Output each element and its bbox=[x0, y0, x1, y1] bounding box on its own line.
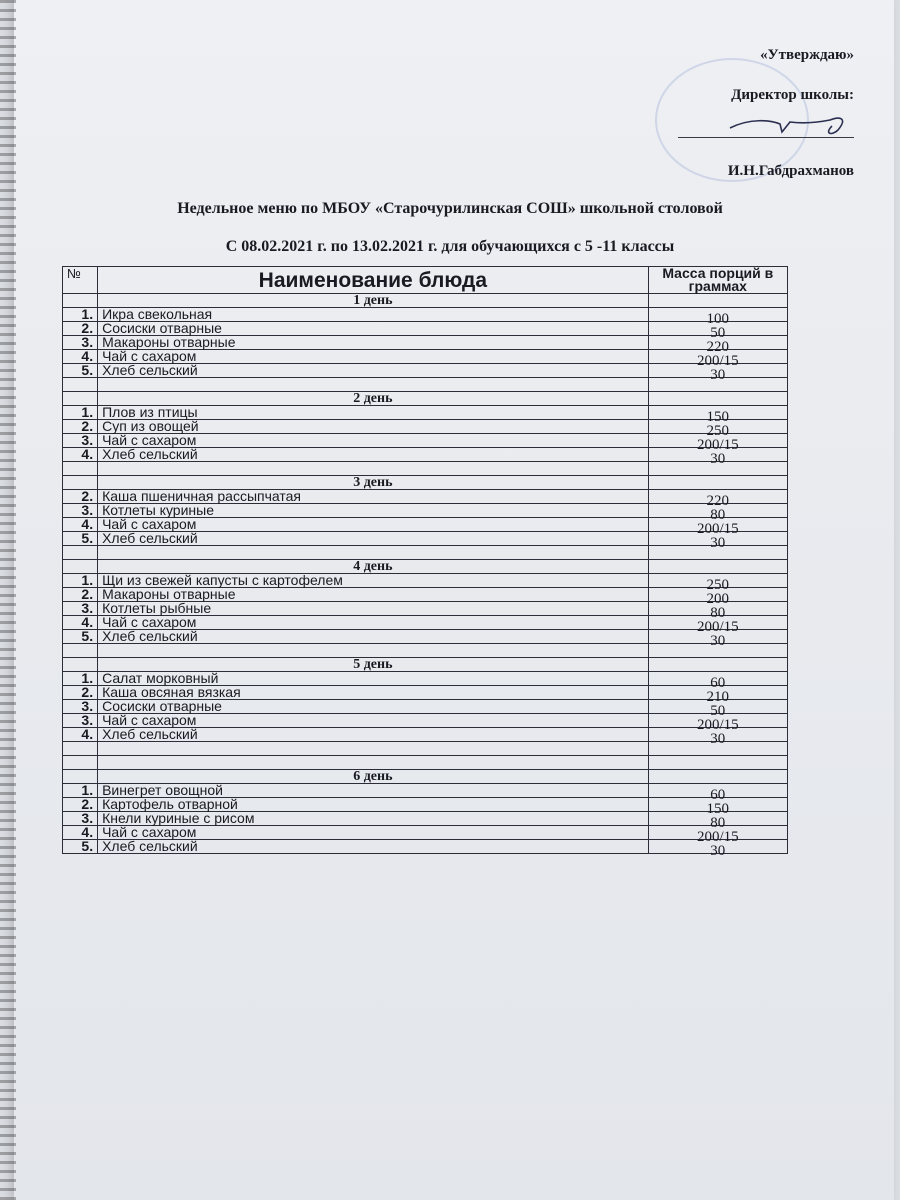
blank-row bbox=[63, 742, 788, 756]
item-number: 1. bbox=[63, 308, 98, 322]
portion-mass-cell bbox=[648, 420, 787, 439]
portion-mass-cell bbox=[648, 434, 787, 453]
item-number: 5. bbox=[63, 630, 98, 644]
portion-mass-cell bbox=[648, 518, 787, 537]
day-mass-cell bbox=[648, 770, 787, 784]
portion-mass-cell bbox=[648, 490, 787, 509]
dish-name: Хлеб сельский bbox=[98, 728, 649, 742]
dish-name: Хлеб сельский bbox=[98, 532, 649, 546]
blank-cell bbox=[648, 644, 787, 658]
blank-cell bbox=[98, 378, 649, 392]
dish-name: Сосиски отварные bbox=[98, 322, 649, 336]
dish-name: Котлеты рыбные bbox=[98, 602, 649, 616]
item-number: 3. bbox=[63, 602, 98, 616]
header-number: № bbox=[63, 267, 98, 294]
portion-mass-cell bbox=[648, 602, 787, 621]
day-mass-cell bbox=[648, 294, 787, 308]
dish-name: Щи из свежей капусты с картофелем bbox=[98, 574, 649, 588]
portion-mass: 30 bbox=[710, 367, 726, 383]
portion-mass: 250 bbox=[706, 577, 730, 593]
item-number: 4. bbox=[63, 826, 98, 840]
portion-mass-cell bbox=[648, 728, 787, 747]
item-number: 1. bbox=[63, 574, 98, 588]
dish-name: Икра свекольная bbox=[98, 308, 649, 322]
approve-label: «Утверждаю» bbox=[760, 47, 854, 63]
dish-name: Чай с сахаром bbox=[98, 434, 649, 448]
portion-mass-cell bbox=[648, 336, 787, 355]
portion-mass-cell bbox=[648, 812, 787, 831]
portion-mass-cell bbox=[648, 532, 787, 551]
portion-mass: 200/15 bbox=[696, 353, 739, 369]
portion-mass: 60 bbox=[710, 787, 726, 803]
scan-edge-marks bbox=[0, 0, 16, 1200]
item-number: 2. bbox=[63, 490, 98, 504]
portion-mass: 100 bbox=[706, 311, 730, 327]
menu-table-body bbox=[63, 293, 788, 859]
portion-mass: 200 bbox=[706, 591, 730, 607]
item-number: 1. bbox=[63, 784, 98, 798]
portion-mass-cell bbox=[648, 714, 787, 733]
blank-cell bbox=[63, 644, 98, 658]
portion-mass: 30 bbox=[710, 633, 726, 649]
blank-cell bbox=[648, 742, 787, 756]
portion-mass-cell bbox=[648, 504, 787, 523]
portion-mass: 30 bbox=[710, 843, 726, 859]
blank-cell bbox=[98, 644, 649, 658]
portion-mass-cell bbox=[648, 574, 787, 593]
blank-row bbox=[63, 378, 788, 392]
dish-name: Макароны отварные bbox=[98, 336, 649, 350]
day-label: 5 день bbox=[98, 658, 649, 672]
portion-mass-cell bbox=[648, 700, 787, 719]
blank-cell bbox=[648, 378, 787, 392]
dish-name: Макароны отварные bbox=[98, 588, 649, 602]
portion-mass-cell bbox=[648, 448, 787, 467]
item-number: 3. bbox=[63, 434, 98, 448]
dish-name: Чай с сахаром bbox=[98, 826, 649, 840]
item-number: 3. bbox=[63, 700, 98, 714]
dish-name: Хлеб сельский bbox=[98, 448, 649, 462]
day-mass-cell bbox=[648, 560, 787, 574]
item-number: 2. bbox=[63, 588, 98, 602]
dish-name: Чай с сахаром bbox=[98, 350, 649, 364]
portion-mass-cell bbox=[648, 630, 787, 649]
item-number: 2. bbox=[63, 798, 98, 812]
portion-mass-cell bbox=[648, 798, 787, 817]
item-number: 1. bbox=[63, 672, 98, 686]
portion-mass: 250 bbox=[706, 423, 730, 439]
menu-title: Недельное меню по МБОУ «Старочурилинская СОШ» школьной столовой bbox=[177, 200, 723, 217]
day-label: 2 день bbox=[98, 392, 649, 406]
item-number: 4. bbox=[63, 350, 98, 364]
portion-mass: 80 bbox=[710, 815, 726, 831]
blank-cell bbox=[63, 742, 98, 756]
portion-mass: 80 bbox=[710, 507, 726, 523]
item-number: 4. bbox=[63, 728, 98, 742]
portion-mass: 50 bbox=[710, 325, 726, 341]
portion-mass-cell bbox=[648, 840, 787, 859]
blank-cell bbox=[98, 462, 649, 476]
item-number: 2. bbox=[63, 686, 98, 700]
item-number: 5. bbox=[63, 364, 98, 378]
item-number: 3. bbox=[63, 336, 98, 350]
blank-row bbox=[63, 644, 788, 658]
day-label: 3 день bbox=[98, 476, 649, 490]
blank-cell bbox=[98, 742, 649, 756]
portion-mass-cell bbox=[648, 364, 787, 383]
portion-mass: 220 bbox=[706, 493, 730, 509]
table-row bbox=[63, 728, 788, 742]
dish-name: Винегрет овощной bbox=[98, 784, 649, 798]
blank-cell bbox=[98, 546, 649, 560]
blank-cell bbox=[648, 462, 787, 476]
dish-name: Салат морковный bbox=[98, 672, 649, 686]
portion-mass: 30 bbox=[710, 535, 726, 551]
blank-cell bbox=[648, 756, 787, 770]
day-label: 6 день bbox=[98, 770, 649, 784]
dish-name: Котлеты куриные bbox=[98, 504, 649, 518]
dish-name: Каша пшеничная рассыпчатая bbox=[98, 490, 649, 504]
dish-name: Чай с сахаром bbox=[98, 714, 649, 728]
portion-mass: 80 bbox=[710, 605, 726, 621]
portion-mass: 150 bbox=[706, 409, 730, 425]
portion-mass: 60 bbox=[710, 675, 726, 691]
item-number: 3. bbox=[63, 714, 98, 728]
portion-mass: 50 bbox=[710, 703, 726, 719]
day-label: 1 день bbox=[98, 294, 649, 308]
director-name: И.Н.Габдрахманов bbox=[727, 163, 854, 179]
item-number: 3. bbox=[63, 812, 98, 826]
day-mass-cell bbox=[648, 658, 787, 672]
portion-mass: 200/15 bbox=[696, 717, 739, 733]
blank-cell bbox=[63, 378, 98, 392]
portion-mass-cell bbox=[648, 616, 787, 635]
dish-name: Чай с сахаром bbox=[98, 616, 649, 630]
director-signature bbox=[720, 110, 860, 140]
table-row bbox=[63, 532, 788, 546]
portion-mass: 150 bbox=[706, 801, 730, 817]
menu-table bbox=[62, 265, 788, 859]
portion-mass-cell bbox=[648, 588, 787, 607]
portion-mass-cell bbox=[648, 308, 787, 327]
portion-mass: 200/15 bbox=[696, 521, 739, 537]
blank-cell bbox=[648, 546, 787, 560]
blank-cell bbox=[98, 756, 649, 770]
portion-mass-cell bbox=[648, 784, 787, 803]
portion-mass-cell bbox=[648, 322, 787, 341]
dish-name: Кнели куриные с рисом bbox=[98, 812, 649, 826]
portion-mass: 220 bbox=[706, 339, 730, 355]
portion-mass: 30 bbox=[710, 731, 726, 747]
blank-cell bbox=[63, 462, 98, 476]
item-number: 2. bbox=[63, 420, 98, 434]
dish-name: Хлеб сельский bbox=[98, 840, 649, 854]
blank-cell bbox=[63, 756, 98, 770]
table-row bbox=[63, 448, 788, 462]
dish-name: Хлеб сельский bbox=[98, 364, 649, 378]
day-label: 4 день bbox=[98, 560, 649, 574]
portion-mass: 200/15 bbox=[696, 437, 739, 453]
dish-name: Суп из овощей bbox=[98, 420, 649, 434]
portion-mass-cell bbox=[648, 686, 787, 705]
item-number: 3. bbox=[63, 504, 98, 518]
table-row bbox=[63, 364, 788, 378]
portion-mass: 200/15 bbox=[696, 619, 739, 635]
portion-mass: 210 bbox=[706, 689, 730, 705]
dish-name: Хлеб сельский bbox=[98, 630, 649, 644]
director-position: Директор школы: bbox=[731, 87, 854, 103]
portion-mass-cell bbox=[648, 672, 787, 691]
portion-mass-cell bbox=[648, 826, 787, 845]
item-number: 2. bbox=[63, 322, 98, 336]
header-portion-mass: Масса порций в граммах bbox=[648, 267, 787, 294]
item-number: 4. bbox=[63, 448, 98, 462]
signature-line bbox=[678, 137, 854, 138]
item-number: 1. bbox=[63, 406, 98, 420]
dish-name: Плов из птицы bbox=[98, 406, 649, 420]
portion-mass: 30 bbox=[710, 451, 726, 467]
day-mass-cell bbox=[648, 476, 787, 490]
table-header-row bbox=[63, 267, 788, 294]
blank-row bbox=[63, 462, 788, 476]
day-mass-cell bbox=[648, 392, 787, 406]
dish-name: Чай с сахаром bbox=[98, 518, 649, 532]
table-row bbox=[63, 840, 788, 854]
item-number: 4. bbox=[63, 616, 98, 630]
portion-mass-cell bbox=[648, 406, 787, 425]
menu-period: С 08.02.2021 г. по 13.02.2021 г. для обучающихся с 5 -11 классы bbox=[225, 238, 675, 255]
dish-name: Каша овсяная вязкая bbox=[98, 686, 649, 700]
portion-mass-cell bbox=[648, 350, 787, 369]
blank-row bbox=[63, 756, 788, 770]
header-dish-name: Наименование блюда bbox=[98, 267, 649, 294]
blank-row bbox=[63, 546, 788, 560]
item-number: 5. bbox=[63, 532, 98, 546]
blank-cell bbox=[63, 546, 98, 560]
item-number: 4. bbox=[63, 518, 98, 532]
portion-mass: 200/15 bbox=[696, 829, 739, 845]
item-number: 5. bbox=[63, 840, 98, 854]
dish-name: Картофель отварной bbox=[98, 798, 649, 812]
approval-block bbox=[727, 46, 854, 179]
table-row bbox=[63, 630, 788, 644]
dish-name: Сосиски отварные bbox=[98, 700, 649, 714]
